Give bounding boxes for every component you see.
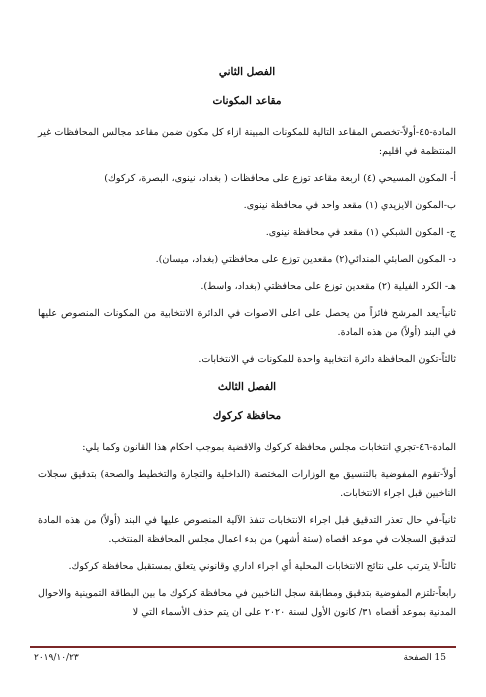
article-46-third: ثالثاً-لا يترتب على نتائج الانتخابات المحلية أي اجراء اداري وقانوني يتعلق بمستقبل محافظة كركوك. xyxy=(68,561,456,572)
article-45-item-e: هـ- الكرد الفيلية (٢) مقعدين توزع على محافظتي (بغداد، واسط). xyxy=(200,281,456,292)
chapter-subheading: محافظة كركوك xyxy=(212,410,282,422)
footer-date: ٢٠١٩/١٠/٢٣ xyxy=(34,653,79,663)
article-45-item-d: د- المكون الصابئي المندائي(٢) مقعدين توزع على محافظتي (بغداد، ميسان). xyxy=(155,254,456,265)
page-content xyxy=(38,56,456,622)
article-45-item-b: ب-المكون الايزيدي (١) مقعد واحد في محافظة نينوى. xyxy=(243,200,456,211)
chapter-heading: الفصل الثاني xyxy=(218,66,276,78)
chapter-subheading: مقاعد المكونات xyxy=(212,95,282,107)
article-46-intro: المادة-٤٦-تجري انتخابات مجلس محافظة كركوك والاقضية بموجب احكام هذا القانون وكما يلي: xyxy=(82,442,456,453)
footer-divider xyxy=(30,646,456,648)
chapter-heading: الفصل الثالث xyxy=(217,381,277,393)
article-46-fourth: رابعاً-تلتزم المفوضية بتدقيق ومطابقة سجل الناخبين في محافظة كركوك ما بين البطاقة التموينية والاحوال المدنية بموعد أقصاه ٣١/ كانون الأول لسنة ٢٠٢٠ على ان يتم حذف الأسماء التي لا xyxy=(38,588,456,618)
article-45-item-c: ج- المكون الشبكي (١) مقعد في محافظة نينوى. xyxy=(265,227,456,238)
article-46-second: ثانياً-في حال تعذر التدقيق قبل اجراء الانتخابات تنفذ الآلية المنصوص عليها في البند (أولاً) من هذه المادة لتدقيق السجلات في موعد اقصاه (ستة أشهر) من بدء اعمال مجلس المحافظة المنتخب. xyxy=(38,515,456,545)
article-45-third: ثالثاً-تكون المحافظة دائرة انتخابية واحدة للمكونات في الانتخابات. xyxy=(198,354,456,365)
article-45-intro: المادة-٤٥-أولاً-تخصص المقاعد التالية للمكونات المبينة ازاء كل مكون ضمن مقاعد مجالس المحافظات غير المنتظمة في اقليم: xyxy=(38,127,456,157)
article-45-item-a: أ- المكون المسيحي (٤) اربعة مقاعد توزع على محافظات ( بغداد، نينوى، البصرة، كركوك) xyxy=(104,173,456,184)
page-number: 15 الصفحة xyxy=(403,653,446,663)
article-46-first: أولاً-تقوم المفوضية بالتنسيق مع الوزارات المختصة (الداخلية والتجارة والتخطيط والصحة) بتدقيق سجلات الناخبين قبل اجراء الانتخابات. xyxy=(38,469,456,499)
article-45-second: ثانياً-يعد المرشح فائزاً من يحصل على اعلى الاصوات في الدائرة الانتخابية من المكونات المنصوص عليها في البند (أولاً) من هذه المادة. xyxy=(38,308,456,338)
